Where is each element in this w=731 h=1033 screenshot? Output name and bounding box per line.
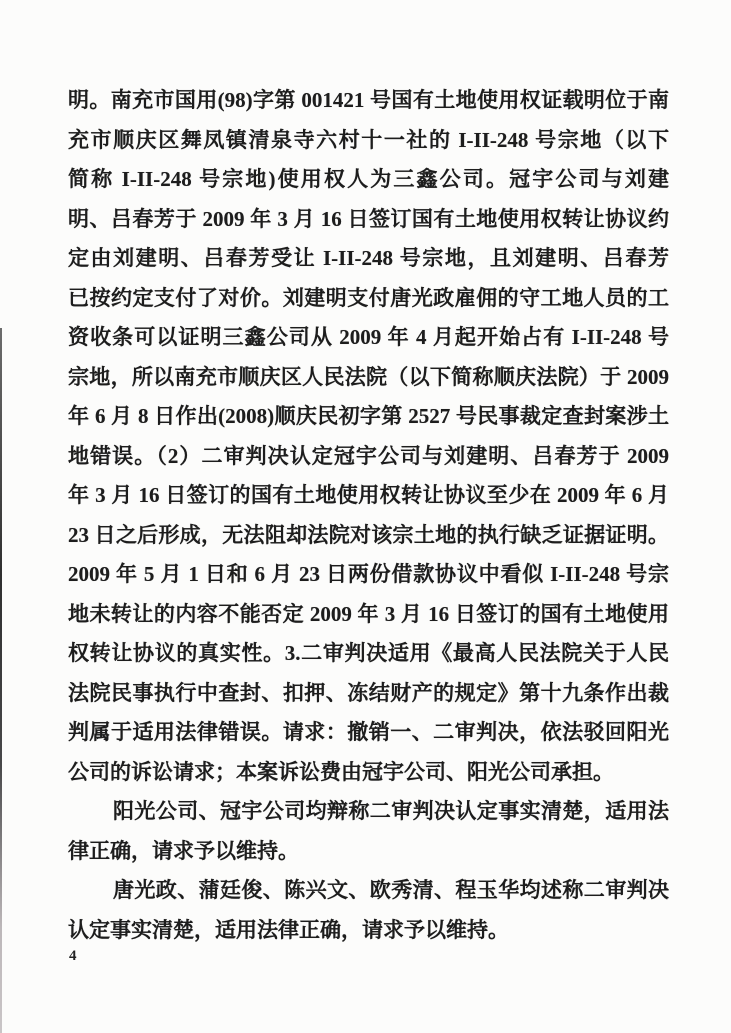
text-line: 公司的诉讼请求；本案诉讼费由冠宇公司、阳光公司承担。 xyxy=(68,759,614,784)
text-line: 地错误。（2）二审判决认定冠宇公司与刘建明、吕春芳于 2009 xyxy=(68,443,669,468)
text-line: 法院民事执行中查封、扣押、冻结财产的规定》第十九条作出裁 xyxy=(68,680,669,705)
text-line: 唐光政、蒲廷俊、陈兴文、欧秀清、程玉华均述称二审判决 xyxy=(113,878,669,902)
text-line: 年 3 月 16 日签订的国有土地使用权转让协议至少在 2009 年 6 月 xyxy=(68,483,669,507)
text-line: 简称 I-II-248 号宗地)使用权人为三鑫公司。冠宇公司与刘建 xyxy=(68,167,669,191)
text-line: 阳光公司、冠宇公司均辩称二审判决认定事实清楚，适用法 xyxy=(113,799,669,823)
text-line: 权转让协议的真实性。3.二审判决适用《最高人民法院关于人民 xyxy=(68,641,669,665)
document-body xyxy=(68,81,669,950)
text-line: 23 日之后形成，无法阻却法院对该宗土地的执行缺乏证据证明。 xyxy=(68,522,669,547)
text-line: 充市顺庆区舞凤镇清泉寺六村十一社的 I-II-248 号宗地（以下 xyxy=(68,127,669,152)
scan-edge-artifact xyxy=(0,328,2,1033)
page-number: 4 xyxy=(69,948,77,964)
text-line: 明、吕春芳于 2009 年 3 月 16 日签订国有土地使用权转让协议约 xyxy=(68,206,669,231)
text-line: 宗地，所以南充市顺庆区人民法院（以下简称顺庆法院）于 2009 xyxy=(68,364,669,389)
text-line: 2009 年 5 月 1 日和 6 月 23 日两份借款协议中看似 I-II-248 号宗 xyxy=(68,562,669,586)
text-line: 地未转让的内容不能否定 2009 年 3 月 16 日签订的国有土地使用 xyxy=(68,601,669,626)
text-line: 资收条可以证明三鑫公司从 2009 年 4 月起开始占有 I-II-248 号 xyxy=(68,325,669,349)
text-line: 年 6 月 8 日作出(2008)顺庆民初字第 2527 号民事裁定查封案涉土 xyxy=(68,404,669,428)
text-line: 律正确，请求予以维持。 xyxy=(68,838,299,863)
text-line: 已按约定支付了对价。刘建明支付唐光政雇佣的守工地人员的工 xyxy=(68,285,669,310)
text-line: 认定事实清楚，适用法律正确，请求予以维持。 xyxy=(68,917,509,942)
text-line: 定由刘建明、吕春芳受让 I-II-248 号宗地，且刘建明、吕春芳 xyxy=(68,246,669,270)
text-line: 判属于适用法律错误。请求：撤销一、二审判决，依法驳回阳光 xyxy=(68,720,669,744)
text-line: 明。南充市国用(98)字第 001421 号国有土地使用权证载明位于南 xyxy=(68,88,669,112)
